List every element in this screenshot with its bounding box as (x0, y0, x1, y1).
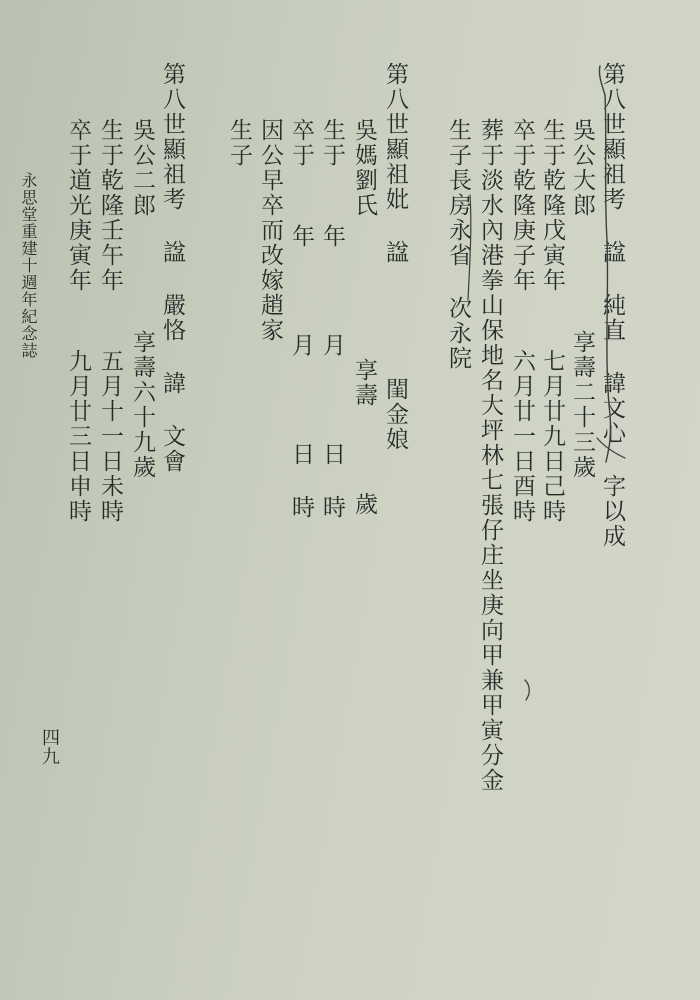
page-number: 四九 (39, 728, 60, 766)
text-column-12: 生子 (226, 62, 252, 168)
text-column-10: 卒于 年 月 日 時 (288, 62, 314, 520)
text-column-15: 生于乾隆壬午年 五月十一日未時 (97, 62, 123, 524)
text-column-6: 生子長房永省 次永院 (445, 62, 471, 371)
text-column-16: 卒于道光庚寅年 九月廿三日申時 (65, 62, 91, 524)
book-title-footer: 永思堂重建十週年紀念誌 (19, 172, 38, 359)
text-column-4: 卒于乾隆庚子年 六月廿一日酉時 (509, 62, 535, 524)
text-column-11: 因公早卒而改嫁趙家 (257, 62, 283, 343)
text-column-1: 第八世顯祖考 諡 純直 諱文心 字以成 (599, 62, 625, 549)
text-column-2: 吳公大郎 享壽二十三歲 (569, 62, 595, 480)
text-column-8: 吳媽劉氏 享壽 歲 (351, 62, 377, 517)
text-column-13: 第八世顯祖考 諡 嚴恪 諱 文會 (159, 62, 185, 474)
text-column-14: 吳公二郎 享壽六十九歲 (129, 62, 155, 480)
text-column-5: 葬于淡水內港拳山保地名大坪林七張仔庄坐庚向甲兼甲寅分金 (477, 62, 503, 793)
text-column-7: 第八世顯祖妣 諡 閨金娘 (382, 62, 408, 452)
text-column-3: 生于乾隆戊寅年 七月廿九日己時 (539, 62, 565, 524)
text-column-9: 生于 年 月 日 時 (319, 62, 345, 520)
